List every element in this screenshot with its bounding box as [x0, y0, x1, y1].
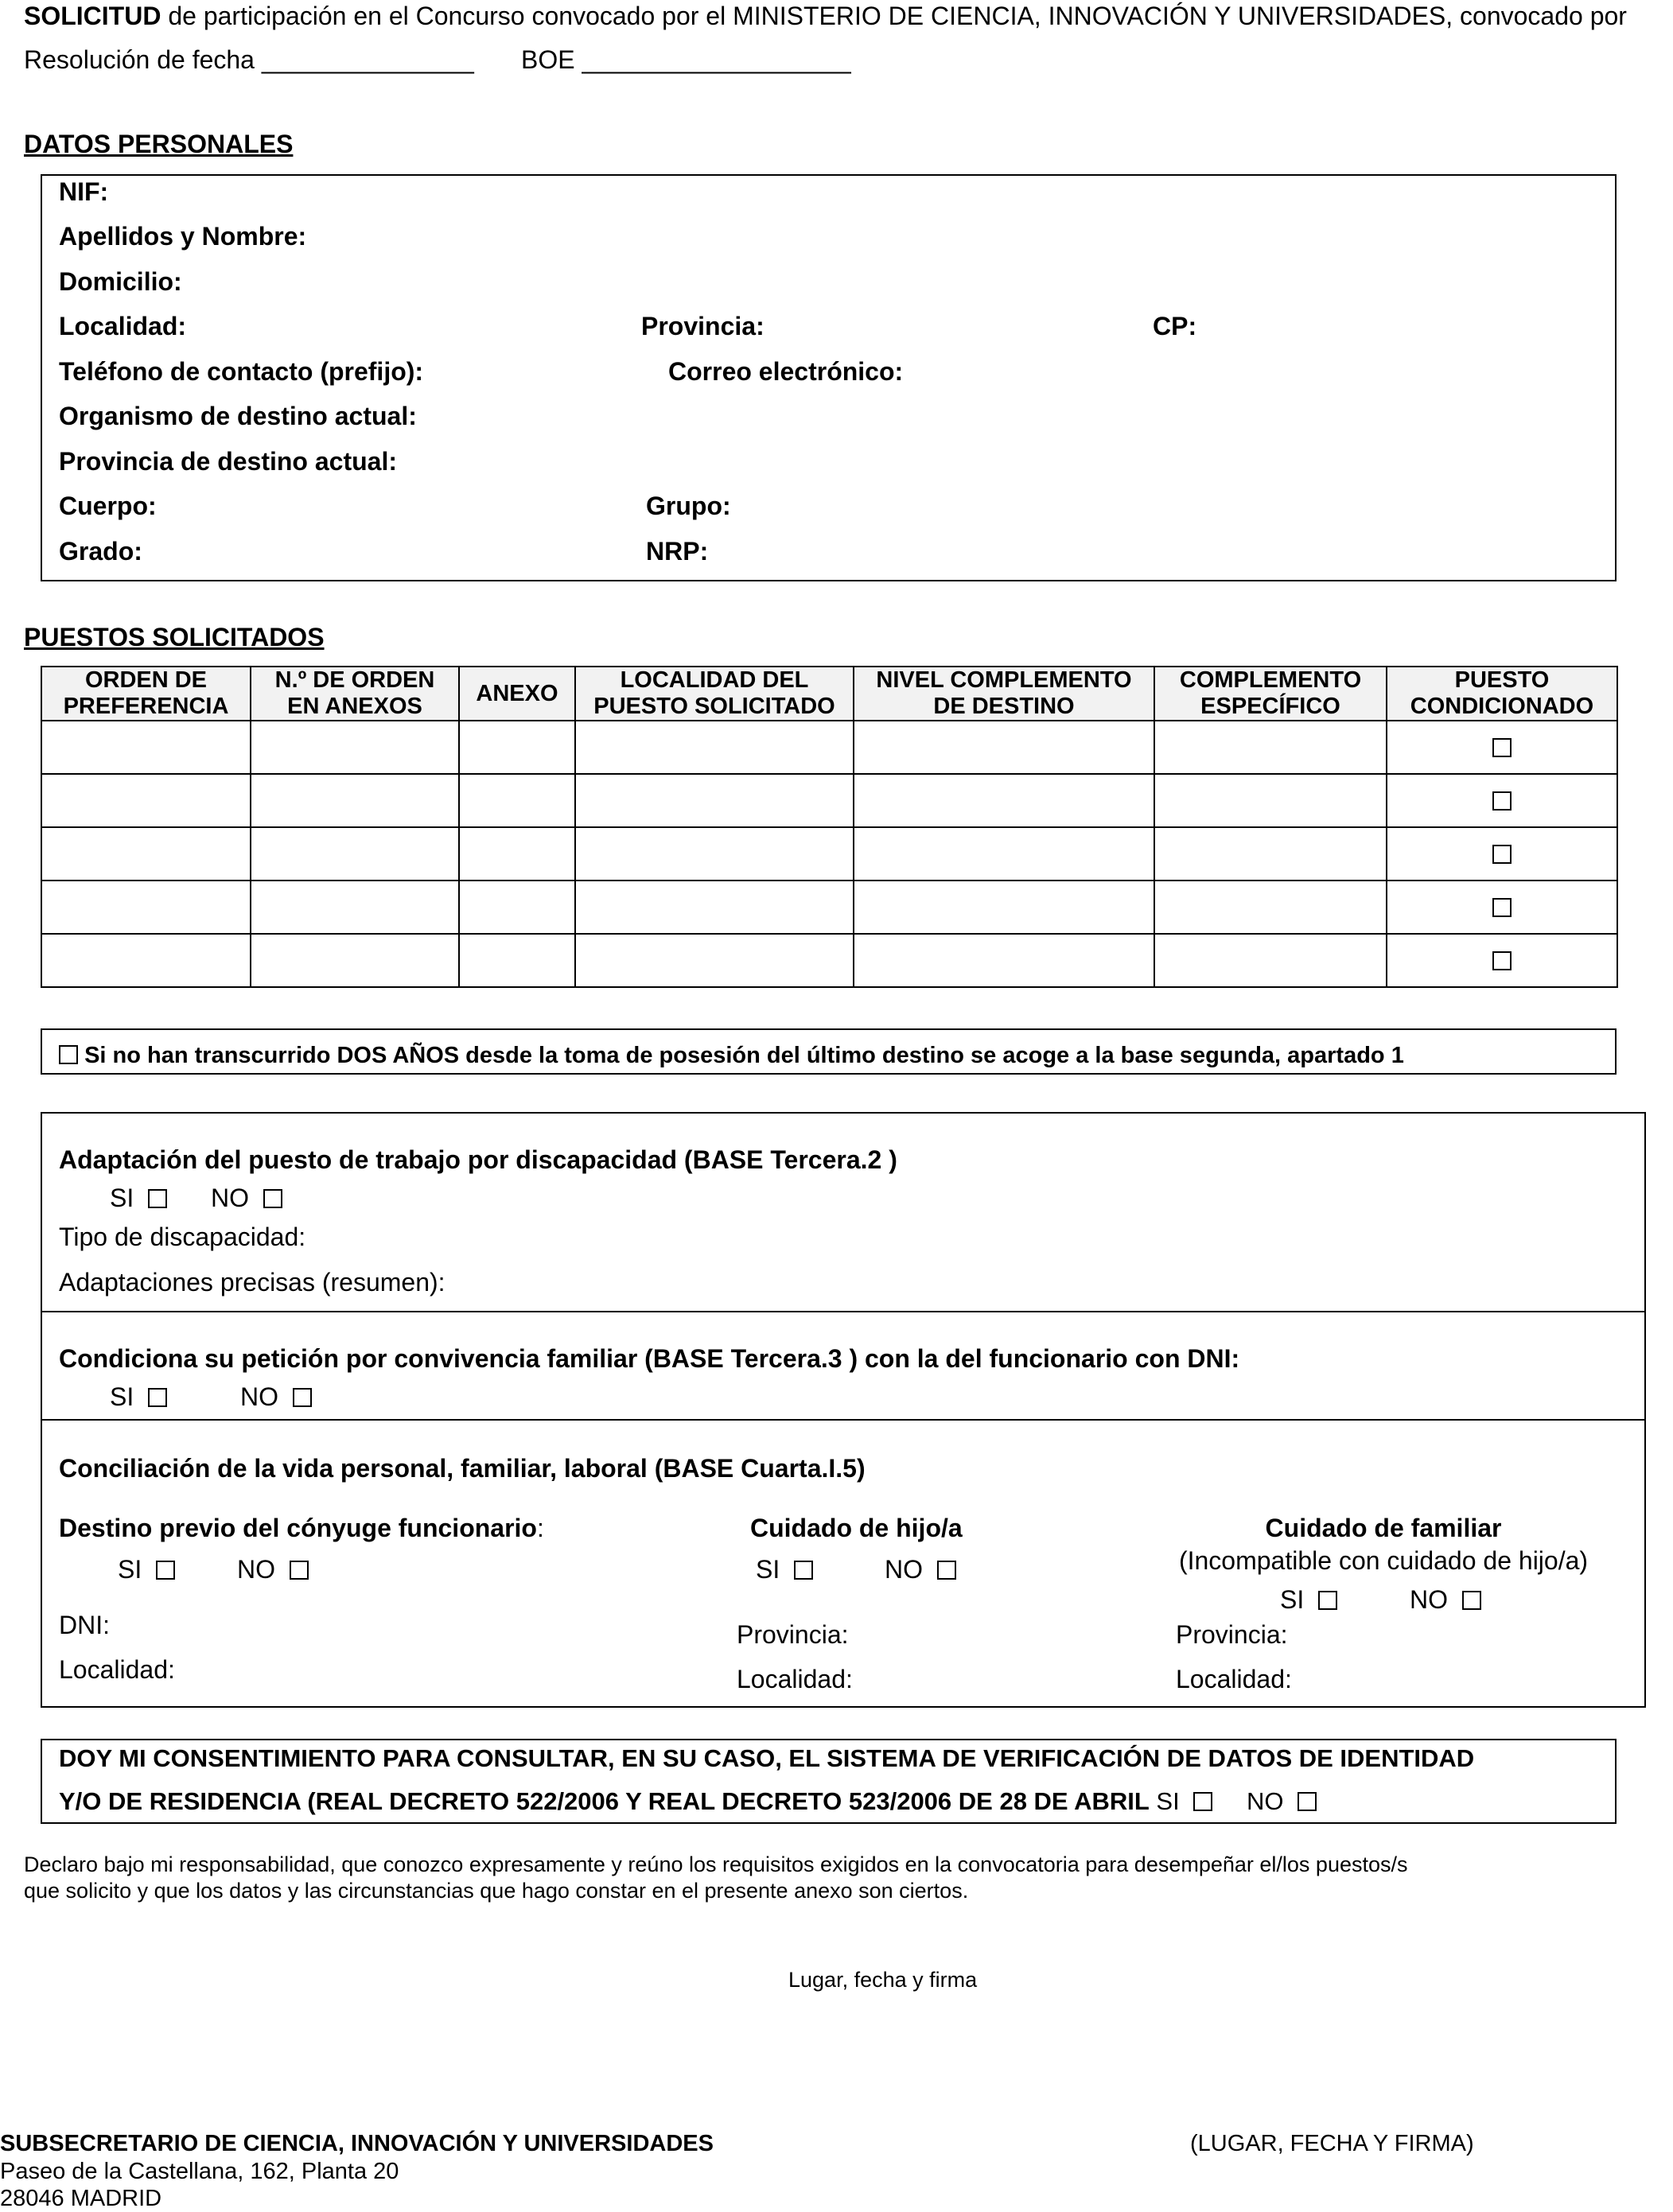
cell-annex[interactable] — [459, 721, 575, 774]
cell-annex[interactable] — [459, 934, 575, 987]
cell-destination-level[interactable] — [854, 934, 1154, 987]
conditioned-checkbox[interactable] — [1492, 898, 1512, 917]
cell-annex[interactable] — [459, 881, 575, 934]
footer-address-city: 28046 MADRID — [0, 2186, 162, 2211]
current-province-label: Provincia de destino actual: — [59, 447, 397, 476]
consent-line-1: DOY MI CONSENTIMIENTO PARA CONSULTAR, EN SU CASO, EL SISTEMA DE VERIFICACIÓN DE DATOS DE IDENTIDAD — [59, 1744, 1475, 1772]
cell-order-number[interactable] — [251, 934, 459, 987]
col-header-annex: ANEXO — [459, 667, 575, 721]
family-care-title: Cuidado de familiar — [1265, 1514, 1502, 1542]
table-row — [41, 827, 1617, 881]
col-header-conditioned: PUESTO CONDICIONADO — [1387, 667, 1617, 721]
cell-order-number[interactable] — [251, 774, 459, 827]
table-row — [41, 721, 1617, 774]
positions-table — [41, 666, 1618, 988]
family-condition-no-option: NO — [240, 1381, 312, 1413]
child-care-title: Cuidado de hijo/a — [750, 1514, 963, 1542]
corps-label: Cuerpo: — [59, 492, 157, 520]
cell-locality[interactable] — [575, 934, 854, 987]
cell-order-number[interactable] — [251, 881, 459, 934]
cell-conditioned — [1387, 934, 1617, 987]
conditioned-checkbox[interactable] — [1492, 791, 1512, 811]
email-label: Correo electrónico: — [668, 357, 904, 386]
footer-address-street: Paseo de la Castellana, 162, Planta 20 — [0, 2159, 399, 2184]
cell-conditioned — [1387, 827, 1617, 881]
postal-code-label: CP: — [1153, 312, 1197, 340]
boe-field[interactable]: BOE ___________________ — [521, 45, 851, 74]
spouse-locality-label: Localidad: — [59, 1655, 175, 1684]
cell-destination-level[interactable] — [854, 827, 1154, 881]
adaptations-label: Adaptaciones precisas (resumen): — [59, 1268, 445, 1296]
table-row — [41, 934, 1617, 987]
col-header-locality: LOCALIDAD DEL PUESTO SOLICITADO — [575, 667, 854, 721]
positions-title: PUESTOS SOLICITADOS — [24, 623, 325, 651]
signature-place-label: Lugar, fecha y firma — [788, 1968, 978, 1992]
current-organization-label: Organismo de destino actual: — [59, 402, 417, 430]
locality-label: Localidad: — [59, 312, 187, 340]
consent-yes-checkbox[interactable] — [1193, 1792, 1212, 1811]
cell-locality[interactable] — [575, 881, 854, 934]
family-condition-yes-checkbox[interactable] — [148, 1388, 167, 1407]
declaration-line-1: Declaro bajo mi responsabilidad, que conozco expresamente y reúno los requisitos exigidos en la convocatoria para desempeñar el/los puestos/s — [24, 1852, 1408, 1876]
nif-label: NIF: — [59, 177, 109, 206]
cell-preference[interactable] — [41, 721, 251, 774]
child-care-locality-label: Localidad: — [737, 1665, 853, 1693]
cell-specific-complement[interactable] — [1154, 721, 1387, 774]
cell-annex[interactable] — [459, 774, 575, 827]
child-care-no-checkbox[interactable] — [937, 1561, 956, 1580]
cell-preference[interactable] — [41, 774, 251, 827]
two-years-checkbox[interactable] — [59, 1045, 78, 1064]
divider-2 — [41, 1419, 1646, 1421]
family-care-no-option: NO — [1410, 1584, 1481, 1615]
personal-data-title: DATOS PERSONALES — [24, 130, 294, 158]
cell-specific-complement[interactable] — [1154, 774, 1387, 827]
family-condition-yes-option: SI — [110, 1381, 167, 1413]
cell-locality[interactable] — [575, 721, 854, 774]
adaptation-yes-checkbox[interactable] — [148, 1189, 167, 1208]
table-row — [41, 881, 1617, 934]
name-label: Apellidos y Nombre: — [59, 222, 307, 251]
spouse-no-option: NO — [237, 1553, 309, 1585]
cell-preference[interactable] — [41, 934, 251, 987]
resolution-date-field[interactable]: Resolución de fecha _______________ — [24, 45, 474, 74]
family-care-province-label: Provincia: — [1176, 1620, 1288, 1649]
spouse-title: Destino previo del cónyuge funcionario: — [59, 1514, 544, 1542]
conditioned-checkbox[interactable] — [1492, 845, 1512, 864]
cell-order-number[interactable] — [251, 827, 459, 881]
conditioned-checkbox[interactable] — [1492, 738, 1512, 757]
province-label: Provincia: — [641, 312, 765, 340]
group-label: Grupo: — [646, 492, 731, 520]
positions-header-row — [41, 667, 1617, 721]
adaptation-no-option: NO — [211, 1182, 282, 1214]
family-care-no-checkbox[interactable] — [1462, 1591, 1481, 1610]
adaptation-yes-option: SI — [110, 1182, 167, 1214]
family-condition-no-checkbox[interactable] — [293, 1388, 312, 1407]
child-care-yes-checkbox[interactable] — [794, 1561, 813, 1580]
two-years-option — [59, 1042, 1404, 1069]
request-heading-bold: SOLICITUD — [24, 2, 161, 30]
two-years-text: Si no han transcurrido DOS AÑOS desde la toma de posesión del último destino se acoge a la base segunda, apartado 1 — [84, 1043, 1404, 1068]
family-care-yes-checkbox[interactable] — [1318, 1591, 1337, 1610]
disability-type-label: Tipo de discapacidad: — [59, 1223, 306, 1251]
consent-line-2: Y/O DE RESIDENCIA (REAL DECRETO 522/2006 Y REAL DECRETO 523/2006 DE 28 DE ABRIL SI NO — [59, 1786, 1317, 1817]
child-care-province-label: Provincia: — [737, 1620, 849, 1649]
cell-locality[interactable] — [575, 774, 854, 827]
cell-order-number[interactable] — [251, 721, 459, 774]
cell-locality[interactable] — [575, 827, 854, 881]
grade-label: Grado: — [59, 537, 142, 566]
table-row — [41, 774, 1617, 827]
cell-conditioned — [1387, 881, 1617, 934]
cell-conditioned — [1387, 774, 1617, 827]
cell-destination-level[interactable] — [854, 774, 1154, 827]
col-header-destination-level: NIVEL COMPLEMENTO DE DESTINO — [854, 667, 1154, 721]
family-care-yes-option: SI — [1280, 1584, 1337, 1615]
nrp-label: NRP: — [646, 537, 709, 566]
divider-1 — [41, 1311, 1646, 1312]
consent-no-checkbox[interactable] — [1298, 1792, 1317, 1811]
conciliation-title: Conciliación de la vida personal, familiar, laboral (BASE Cuarta.I.5) — [59, 1454, 866, 1483]
col-header-order-number: N.º DE ORDEN EN ANEXOS — [251, 667, 459, 721]
cell-specific-complement[interactable] — [1154, 827, 1387, 881]
request-heading — [24, 0, 1627, 32]
col-header-preference: ORDEN DE PREFERENCIA — [41, 667, 251, 721]
cell-preference[interactable] — [41, 881, 251, 934]
phone-label: Teléfono de contacto (prefijo): — [59, 357, 424, 386]
declaration-line-2: que solicito y que los datos y las circunstancias que hago constar en el presente anexo son ciertos. — [24, 1879, 969, 1903]
spouse-yes-option: SI — [118, 1553, 175, 1585]
cell-preference[interactable] — [41, 827, 251, 881]
cell-destination-level[interactable] — [854, 721, 1154, 774]
family-care-subtitle: (Incompatible con cuidado de hijo/a) — [1178, 1546, 1589, 1575]
address-label: Domicilio: — [59, 267, 182, 296]
cell-annex[interactable] — [459, 827, 575, 881]
cell-destination-level[interactable] — [854, 881, 1154, 934]
cell-specific-complement[interactable] — [1154, 881, 1387, 934]
child-care-yes-option: SI — [756, 1553, 813, 1585]
adaptation-title: Adaptación del puesto de trabajo por discapacidad (BASE Tercera.2 ) — [59, 1145, 897, 1174]
footer-signature-label: (LUGAR, FECHA Y FIRMA) — [1190, 2131, 1474, 2156]
col-header-specific-complement: COMPLEMENTO ESPECÍFICO — [1154, 667, 1387, 721]
spouse-no-checkbox[interactable] — [290, 1561, 309, 1580]
footer-organization: SUBSECRETARIO DE CIENCIA, INNOVACIÓN Y UNIVERSIDADES — [0, 2131, 714, 2156]
cell-conditioned — [1387, 721, 1617, 774]
spouse-dni-label: DNI: — [59, 1611, 110, 1639]
family-care-locality-label: Localidad: — [1176, 1665, 1292, 1693]
request-heading-text: de participación en el Concurso convocado por el MINISTERIO DE CIENCIA, INNOVACIÓN Y UNIVERSIDADES, convocado por — [161, 2, 1627, 30]
child-care-no-option: NO — [885, 1553, 956, 1585]
adaptation-no-checkbox[interactable] — [263, 1189, 282, 1208]
family-condition-title: Condiciona su petición por convivencia familiar (BASE Tercera.3 ) con la del funcionario con DNI: — [59, 1344, 1240, 1373]
spouse-yes-checkbox[interactable] — [156, 1561, 175, 1580]
cell-specific-complement[interactable] — [1154, 934, 1387, 987]
conditioned-checkbox[interactable] — [1492, 951, 1512, 970]
